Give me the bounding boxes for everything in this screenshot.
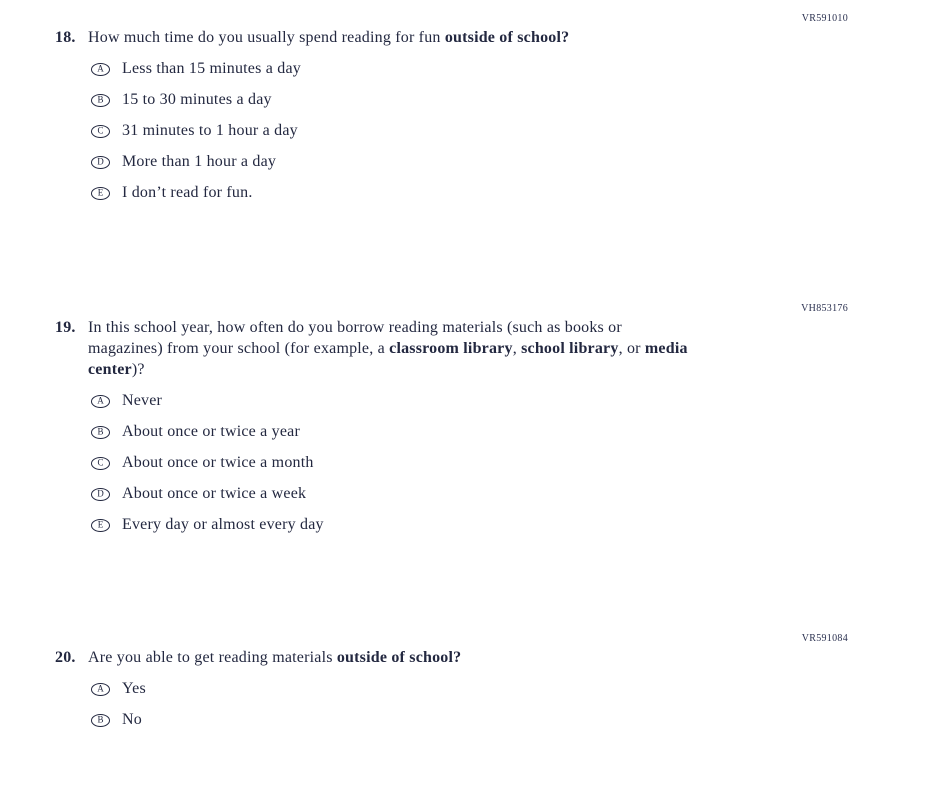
bubble-letter: E <box>97 519 104 529</box>
answer-bubble-e[interactable] <box>91 187 110 200</box>
question-text: Are you able to get reading materials outside of school? <box>88 649 462 666</box>
option-label: About once or twice a month <box>122 454 314 471</box>
answer-bubble-b[interactable] <box>91 94 110 107</box>
question-code: VH853176 <box>801 303 848 314</box>
option-label: Every day or almost every day <box>122 516 324 533</box>
answer-bubble-e[interactable] <box>91 519 110 532</box>
option-row <box>91 92 848 108</box>
question-stem <box>55 317 848 380</box>
option-label: 31 minutes to 1 hour a day <box>122 122 298 139</box>
question-text: How much time do you usually spend reading for fun outside of school? <box>88 29 570 46</box>
question-18 <box>55 13 848 216</box>
question-20 <box>55 633 848 743</box>
bubble-letter: A <box>97 683 104 693</box>
option-row <box>91 61 848 77</box>
option-label: About once or twice a year <box>122 423 301 440</box>
answer-bubble-d[interactable] <box>91 156 110 169</box>
question-code: VR591084 <box>801 633 848 644</box>
option-label: Less than 15 minutes a day <box>122 60 301 77</box>
question-code: VR591010 <box>801 13 848 24</box>
bubble-letter: A <box>97 63 104 73</box>
bubble-letter: B <box>97 714 104 724</box>
bubble-letter: D <box>97 156 104 166</box>
options-list <box>91 681 848 728</box>
option-row <box>91 154 848 170</box>
option-row <box>91 123 848 139</box>
answer-bubble-a[interactable] <box>91 63 110 76</box>
bubble-letter: A <box>97 395 104 405</box>
options-list <box>91 61 848 201</box>
bubble-letter: E <box>97 187 104 197</box>
option-label: More than 1 hour a day <box>122 153 277 170</box>
bubble-letter: C <box>97 125 104 135</box>
bubble-letter: D <box>97 488 104 498</box>
bubble-letter: B <box>97 426 104 436</box>
answer-bubble-b[interactable] <box>91 426 110 439</box>
option-label: I don’t read for fun. <box>122 184 253 201</box>
question-stem <box>55 647 848 668</box>
option-row <box>91 185 848 201</box>
question-19 <box>55 303 848 548</box>
answer-bubble-c[interactable] <box>91 125 110 138</box>
option-row <box>91 681 848 697</box>
bubble-letter: C <box>97 457 104 467</box>
question-text: In this school year, how often do you borrow reading materials (such as books or magazines) from your school (for example, a classroom library, school library, or media center)? <box>88 319 688 378</box>
question-number: 20. <box>55 649 76 666</box>
answer-bubble-d[interactable] <box>91 488 110 501</box>
option-row <box>91 486 848 502</box>
answer-bubble-a[interactable] <box>91 683 110 696</box>
question-number: 18. <box>55 29 76 46</box>
answer-bubble-c[interactable] <box>91 457 110 470</box>
bubble-letter: B <box>97 94 104 104</box>
option-row <box>91 712 848 728</box>
option-row <box>91 393 848 409</box>
question-stem <box>55 27 848 48</box>
options-list <box>91 393 848 533</box>
option-label: About once or twice a week <box>122 485 307 502</box>
option-label: No <box>122 711 142 728</box>
option-row <box>91 455 848 471</box>
option-label: 15 to 30 minutes a day <box>122 91 272 108</box>
option-row <box>91 517 848 533</box>
answer-bubble-b[interactable] <box>91 714 110 727</box>
option-label: Yes <box>122 680 146 697</box>
option-label: Never <box>122 392 163 409</box>
answer-bubble-a[interactable] <box>91 395 110 408</box>
question-number: 19. <box>55 319 76 336</box>
option-row <box>91 424 848 440</box>
